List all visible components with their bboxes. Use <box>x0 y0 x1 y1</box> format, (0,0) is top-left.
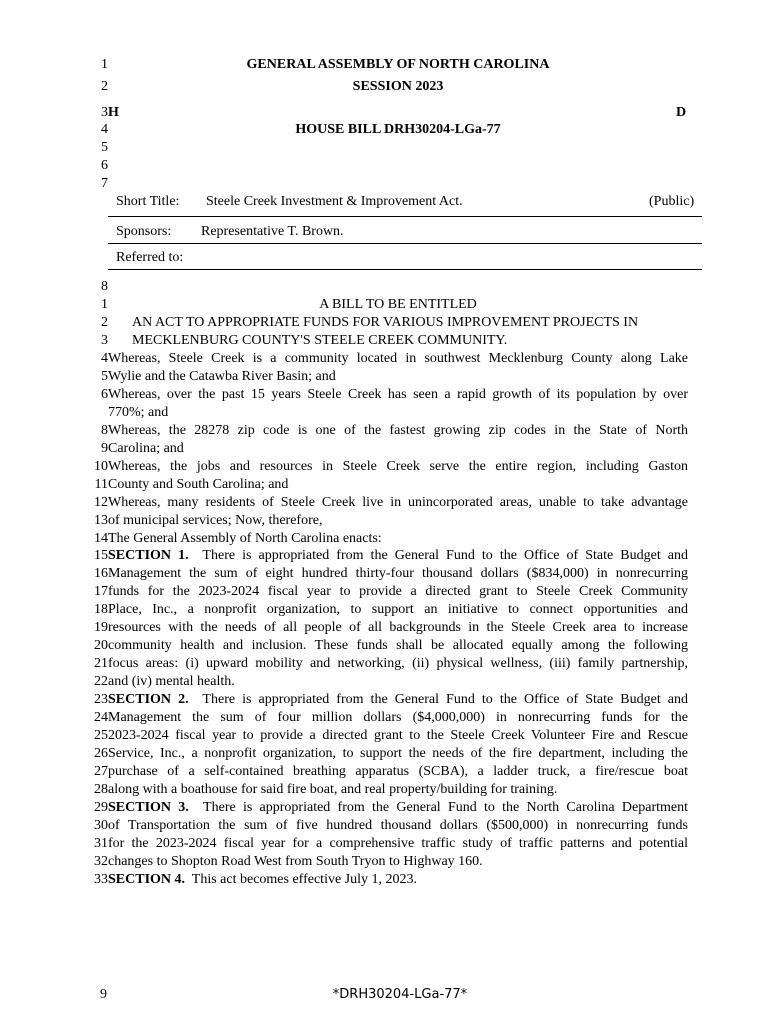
body-line <box>108 745 688 762</box>
line-number: 18 <box>94 602 108 618</box>
body-text: funds for the 2023-2024 fiscal year to provide a directed grant to Steele Creek Community <box>108 584 688 600</box>
line-number: 24 <box>94 710 108 725</box>
body-line <box>108 691 688 708</box>
line-number: 29 <box>94 799 108 815</box>
line-number: 1 <box>101 57 108 72</box>
body-text: for the 2023-2024 fiscal year for a comprehensive traffic study of traffic patterns and potential <box>108 835 688 851</box>
body-line <box>108 440 688 457</box>
line-number: 1 <box>101 297 108 312</box>
sponsors-value: Representative T. Brown. <box>201 224 344 239</box>
line-number: 8 <box>101 422 108 438</box>
body-text: Whereas, the jobs and resources in Steele Creek serve the entire region, including Gaston <box>108 458 688 474</box>
line-number: 15 <box>94 548 108 564</box>
body-line <box>108 673 688 690</box>
body-text: Whereas, over the past 15 years Steele Creek has seen a rapid growth of its population by over <box>108 386 688 402</box>
body-text: This act becomes effective July 1, 2023. <box>185 871 418 887</box>
body-text: focus areas: (i) upward mobility and networking, (ii) physical wellness, (iii) family partnership, <box>108 656 688 672</box>
assembly-heading: GENERAL ASSEMBLY OF NORTH CAROLINA <box>246 57 550 72</box>
body-text: Whereas, Steele Creek is a community located in southwest Mecklenburg County along Lake <box>108 351 688 366</box>
short-title-type: (Public) <box>649 194 695 209</box>
body-text: purchase of a self-contained breathing apparatus (SCBA), a ladder truck, a fire/rescue boat <box>108 763 688 779</box>
body-text: of municipal services; Now, therefore, <box>108 512 323 528</box>
line-number: 19 <box>94 620 108 636</box>
divider <box>108 216 702 217</box>
line-number: 13 <box>94 512 108 528</box>
line-number: 21 <box>94 656 108 672</box>
line-number: 23 <box>94 692 108 708</box>
body-line <box>108 512 688 529</box>
line-number: 7 <box>101 176 108 191</box>
body-line <box>108 530 688 547</box>
bill-entitled: A BILL TO BE ENTITLED <box>319 297 477 312</box>
line-number: 2 <box>101 315 108 330</box>
body-text: 770%; and <box>108 404 169 420</box>
body-text: There is appropriated from the General Fund to the Office of State Budget and <box>188 548 688 564</box>
body-text: 2023-2024 fiscal year to provide a directed grant to the Steele Creek Volunteer Fire and Rescue <box>108 727 688 743</box>
body-line <box>108 422 688 439</box>
body-text: The General Assembly of North Carolina enacts: <box>108 530 382 546</box>
line-number: 5 <box>101 140 108 155</box>
body-text: Place, Inc., a nonprofit organization, to support an initiative to connect opportunities and <box>108 602 688 618</box>
section-heading: SECTION 2. <box>108 692 189 708</box>
body-line <box>108 494 688 511</box>
body-line <box>108 386 688 403</box>
short-title-label: Short Title: <box>116 194 180 209</box>
body-text: Wylie and the Catawba River Basin; and <box>108 368 336 384</box>
short-title-value: Steele Creek Investment & Improvement Act. <box>206 194 463 209</box>
session-heading: SESSION 2023 <box>352 79 444 94</box>
line-number: 28 <box>94 781 108 797</box>
line-number: 12 <box>94 494 108 510</box>
body-text: Management the sum of four million dollars ($4,000,000) in nonrecurring funds for the <box>108 710 688 725</box>
bill-id: HOUSE BILL DRH30204-LGa-77 <box>295 122 501 137</box>
sponsors-label: Sponsors: <box>116 224 172 239</box>
body-text: County and South Carolina; and <box>108 476 289 492</box>
section-heading: SECTION 1. <box>108 548 189 564</box>
body-line <box>108 727 688 744</box>
body-line <box>108 583 688 600</box>
divider <box>108 243 702 244</box>
chamber-right: D <box>676 105 687 120</box>
body-line <box>108 709 688 726</box>
body-text: resources with the needs of all people of all backgrounds in the Steele Creek area to increase <box>108 620 688 636</box>
body-line <box>108 763 688 780</box>
line-number: 20 <box>94 638 108 654</box>
line-number: 3 <box>101 333 108 348</box>
body-text: There is appropriated from the General Fund to the North Carolina Department <box>188 799 688 815</box>
body-line <box>108 637 688 654</box>
line-number: 5 <box>101 368 108 384</box>
body-line <box>108 781 688 798</box>
body-text: community health and inclusion. These funds shall be allocated equally among the following <box>108 638 688 654</box>
document-code: *DRH30204-LGa-77* <box>332 987 468 1002</box>
referred-label: Referred to: <box>116 250 184 265</box>
body-text: Whereas, many residents of Steele Creek live in unincorporated areas, unable to take advantage <box>108 494 688 510</box>
body-line <box>108 619 688 636</box>
body-line <box>108 835 688 852</box>
line-number: 27 <box>94 763 108 779</box>
line-number: 32 <box>94 853 108 869</box>
line-number: 3 <box>101 105 108 120</box>
line-number: 31 <box>94 835 108 851</box>
body-text: There is appropriated from the General Fund to the Office of State Budget and <box>188 692 688 708</box>
line-number: 2 <box>101 79 108 94</box>
section-heading: SECTION 4. <box>108 871 186 887</box>
line-number: 14 <box>94 530 108 546</box>
body-line <box>108 350 688 367</box>
body-line <box>108 655 688 672</box>
body-line <box>108 458 688 475</box>
line-number: 6 <box>101 158 108 173</box>
body-text: and (iv) mental health. <box>108 674 235 690</box>
chamber-left: H <box>108 105 119 120</box>
act-title-line: MECKLENBURG COUNTY'S STEELE CREEK COMMUNITY. <box>132 333 508 348</box>
body-text: Carolina; and <box>108 440 184 456</box>
line-number: 4 <box>101 351 108 366</box>
body-text: Whereas, the 28278 zip code is one of the fastest growing zip codes in the State of North <box>108 422 688 438</box>
line-number: 11 <box>94 476 108 492</box>
body-line <box>108 404 688 421</box>
act-title-line: AN ACT TO APPROPRIATE FUNDS FOR VARIOUS IMPROVEMENT PROJECTS IN <box>132 315 639 330</box>
body-text: along with a boathouse for said fire boat, and real property/building for training. <box>108 781 558 797</box>
body-text: Management the sum of eight hundred thirty-four thousand dollars ($834,000) in nonrecurring <box>108 566 688 582</box>
line-number: 4 <box>101 122 108 137</box>
page-number: 9 <box>100 987 107 1002</box>
line-number: 16 <box>94 566 108 582</box>
body-line <box>108 799 688 816</box>
body-line <box>108 853 688 870</box>
body-line <box>108 368 688 385</box>
line-number: 8 <box>101 279 108 294</box>
section-heading: SECTION 3. <box>108 799 189 815</box>
body-line <box>108 817 688 834</box>
body-line <box>108 565 688 582</box>
line-number: 9 <box>101 440 108 456</box>
body-text: changes to Shopton Road West from South Tryon to Highway 160. <box>108 853 483 869</box>
body-line <box>108 476 688 493</box>
line-number: 30 <box>94 817 108 833</box>
body-line <box>108 601 688 618</box>
divider <box>108 269 702 270</box>
line-number: 10 <box>94 458 108 474</box>
line-number: 17 <box>94 584 108 600</box>
line-number: 25 <box>94 727 108 743</box>
body-text: of Transportation the sum of five hundred thousand dollars ($500,000) in nonrecurring funds <box>108 817 688 833</box>
line-number: 26 <box>94 745 108 761</box>
body-text: Service, Inc., a nonprofit organization, to support the needs of the fire department, including the <box>108 745 688 761</box>
line-number: 22 <box>94 674 108 690</box>
line-number: 6 <box>101 386 108 402</box>
body-line <box>108 547 688 564</box>
line-number: 33 <box>94 871 108 887</box>
body-line <box>108 871 688 888</box>
